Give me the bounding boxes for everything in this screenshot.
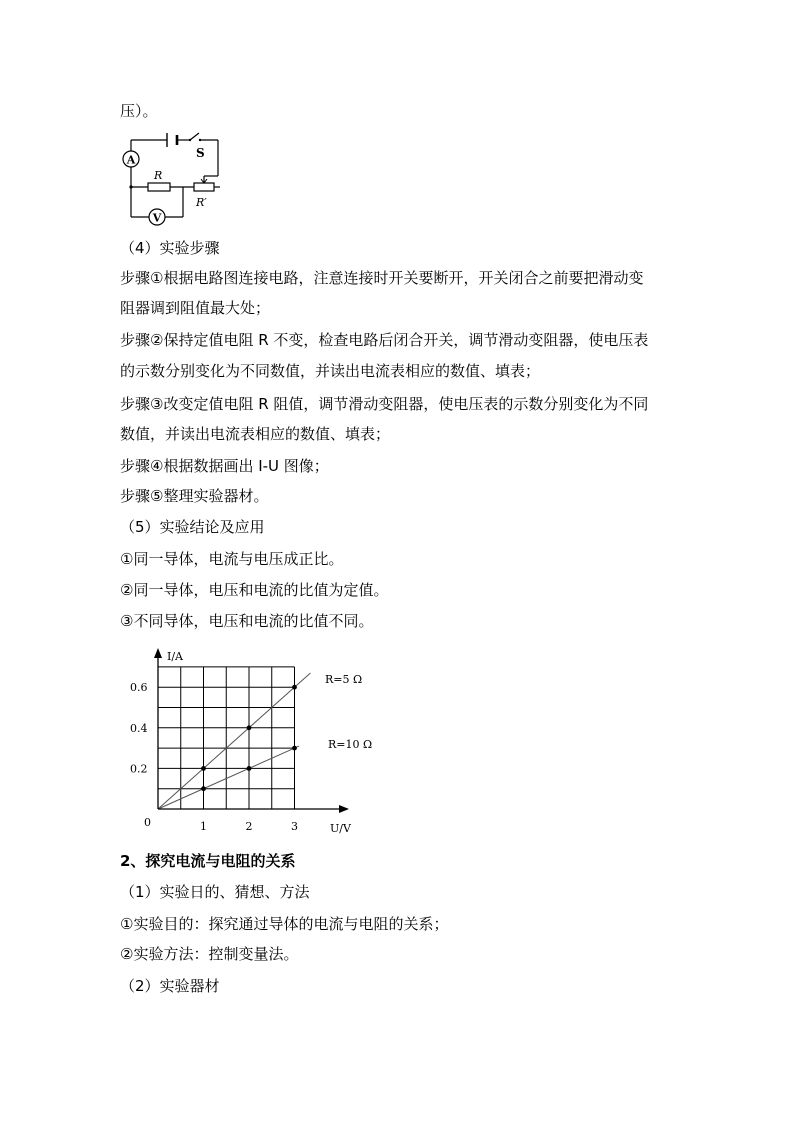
resistor-label: R xyxy=(154,169,163,182)
data-point xyxy=(201,786,206,791)
ammeter-icon xyxy=(123,151,139,167)
origin-label: 0 xyxy=(144,816,151,829)
rheostat-label: R′ xyxy=(196,196,207,209)
text-line-18: ②实验方法：控制变量法。 xyxy=(120,945,299,963)
section-heading: 2、探究电流与电阻的关系 xyxy=(120,852,296,870)
rheostat-icon xyxy=(194,176,214,191)
text-line-8: 数值，并读出电流表相应的数值、填表； xyxy=(120,425,391,443)
data-point xyxy=(247,725,252,730)
text-line-10: 步骤⑤整理实验器材。 xyxy=(120,487,269,505)
chart-grid xyxy=(158,667,295,809)
data-point xyxy=(247,766,252,771)
y-tick-label: 0.6 xyxy=(130,681,148,695)
text-line-3: 步骤①根据电路图连接电路，注意连接时开关要断开，开关闭合之前要把滑动变 xyxy=(120,269,644,287)
text-line-6: 的示数分别变化为不同数值，并读出电流表相应的数值、填表； xyxy=(120,362,541,380)
circuit-diagram xyxy=(110,126,230,230)
text-line-9: 步骤④根据数据画出 I-U 图像； xyxy=(120,457,329,475)
switch-icon xyxy=(189,133,201,141)
text-line-1: 压）。 xyxy=(120,102,158,120)
text-line-2: （4）实验步骤 xyxy=(120,239,220,257)
resistor-icon xyxy=(148,183,170,191)
series-label-r10: R=10 Ω xyxy=(328,738,373,751)
x-tick-label: 3 xyxy=(291,820,298,833)
chart-labels xyxy=(130,650,372,835)
iu-chart xyxy=(125,640,385,840)
text-line-11: （5）实验结论及应用 xyxy=(120,518,265,536)
text-line-5: 步骤②保持定值电阻 R 不变，检查电路后闭合开关，调节滑动变阻器，使电压表 xyxy=(120,331,649,349)
text-line-13: ②同一导体，电压和电流的比值为定值。 xyxy=(120,581,389,599)
series-line xyxy=(158,746,299,809)
switch-label: S xyxy=(196,146,205,160)
x-tick-label: 2 xyxy=(245,820,253,833)
y-axis-label: I/A xyxy=(167,650,183,663)
text-line-17: ①实验目的：探究通过导体的电流与电阻的关系； xyxy=(120,915,449,933)
x-axis-arrow xyxy=(339,805,349,813)
x-axis-label: U/V xyxy=(330,822,351,835)
text-line-19: （2）实验器材 xyxy=(120,977,220,995)
ammeter-label: A xyxy=(126,153,136,167)
text-line-7: 步骤③改变定值电阻 R 阻值，调节滑动变阻器，使电压表的示数分别变化为不同 xyxy=(120,395,649,413)
text-line-14: ③不同导体，电压和电流的比值不同。 xyxy=(120,612,374,630)
voltmeter-label: V xyxy=(152,211,162,225)
series-label-r5: R=5 Ω xyxy=(325,673,363,686)
junction-dot xyxy=(129,185,132,188)
battery-icon xyxy=(167,133,177,147)
y-tick-label: 0.2 xyxy=(130,762,148,776)
y-axis-arrow xyxy=(154,648,162,658)
x-tick-label: 1 xyxy=(200,820,207,833)
data-point xyxy=(292,746,297,751)
y-tick-label: 0.4 xyxy=(130,721,148,735)
text-line-16: （1）实验日的、猜想、方法 xyxy=(120,883,310,901)
data-point xyxy=(292,685,297,690)
text-line-12: ①同一导体，电流与电压成正比。 xyxy=(120,550,344,568)
voltmeter-icon xyxy=(149,209,165,225)
data-point xyxy=(201,766,206,771)
text-line-4: 阻器调到阻值最大处； xyxy=(120,299,271,317)
